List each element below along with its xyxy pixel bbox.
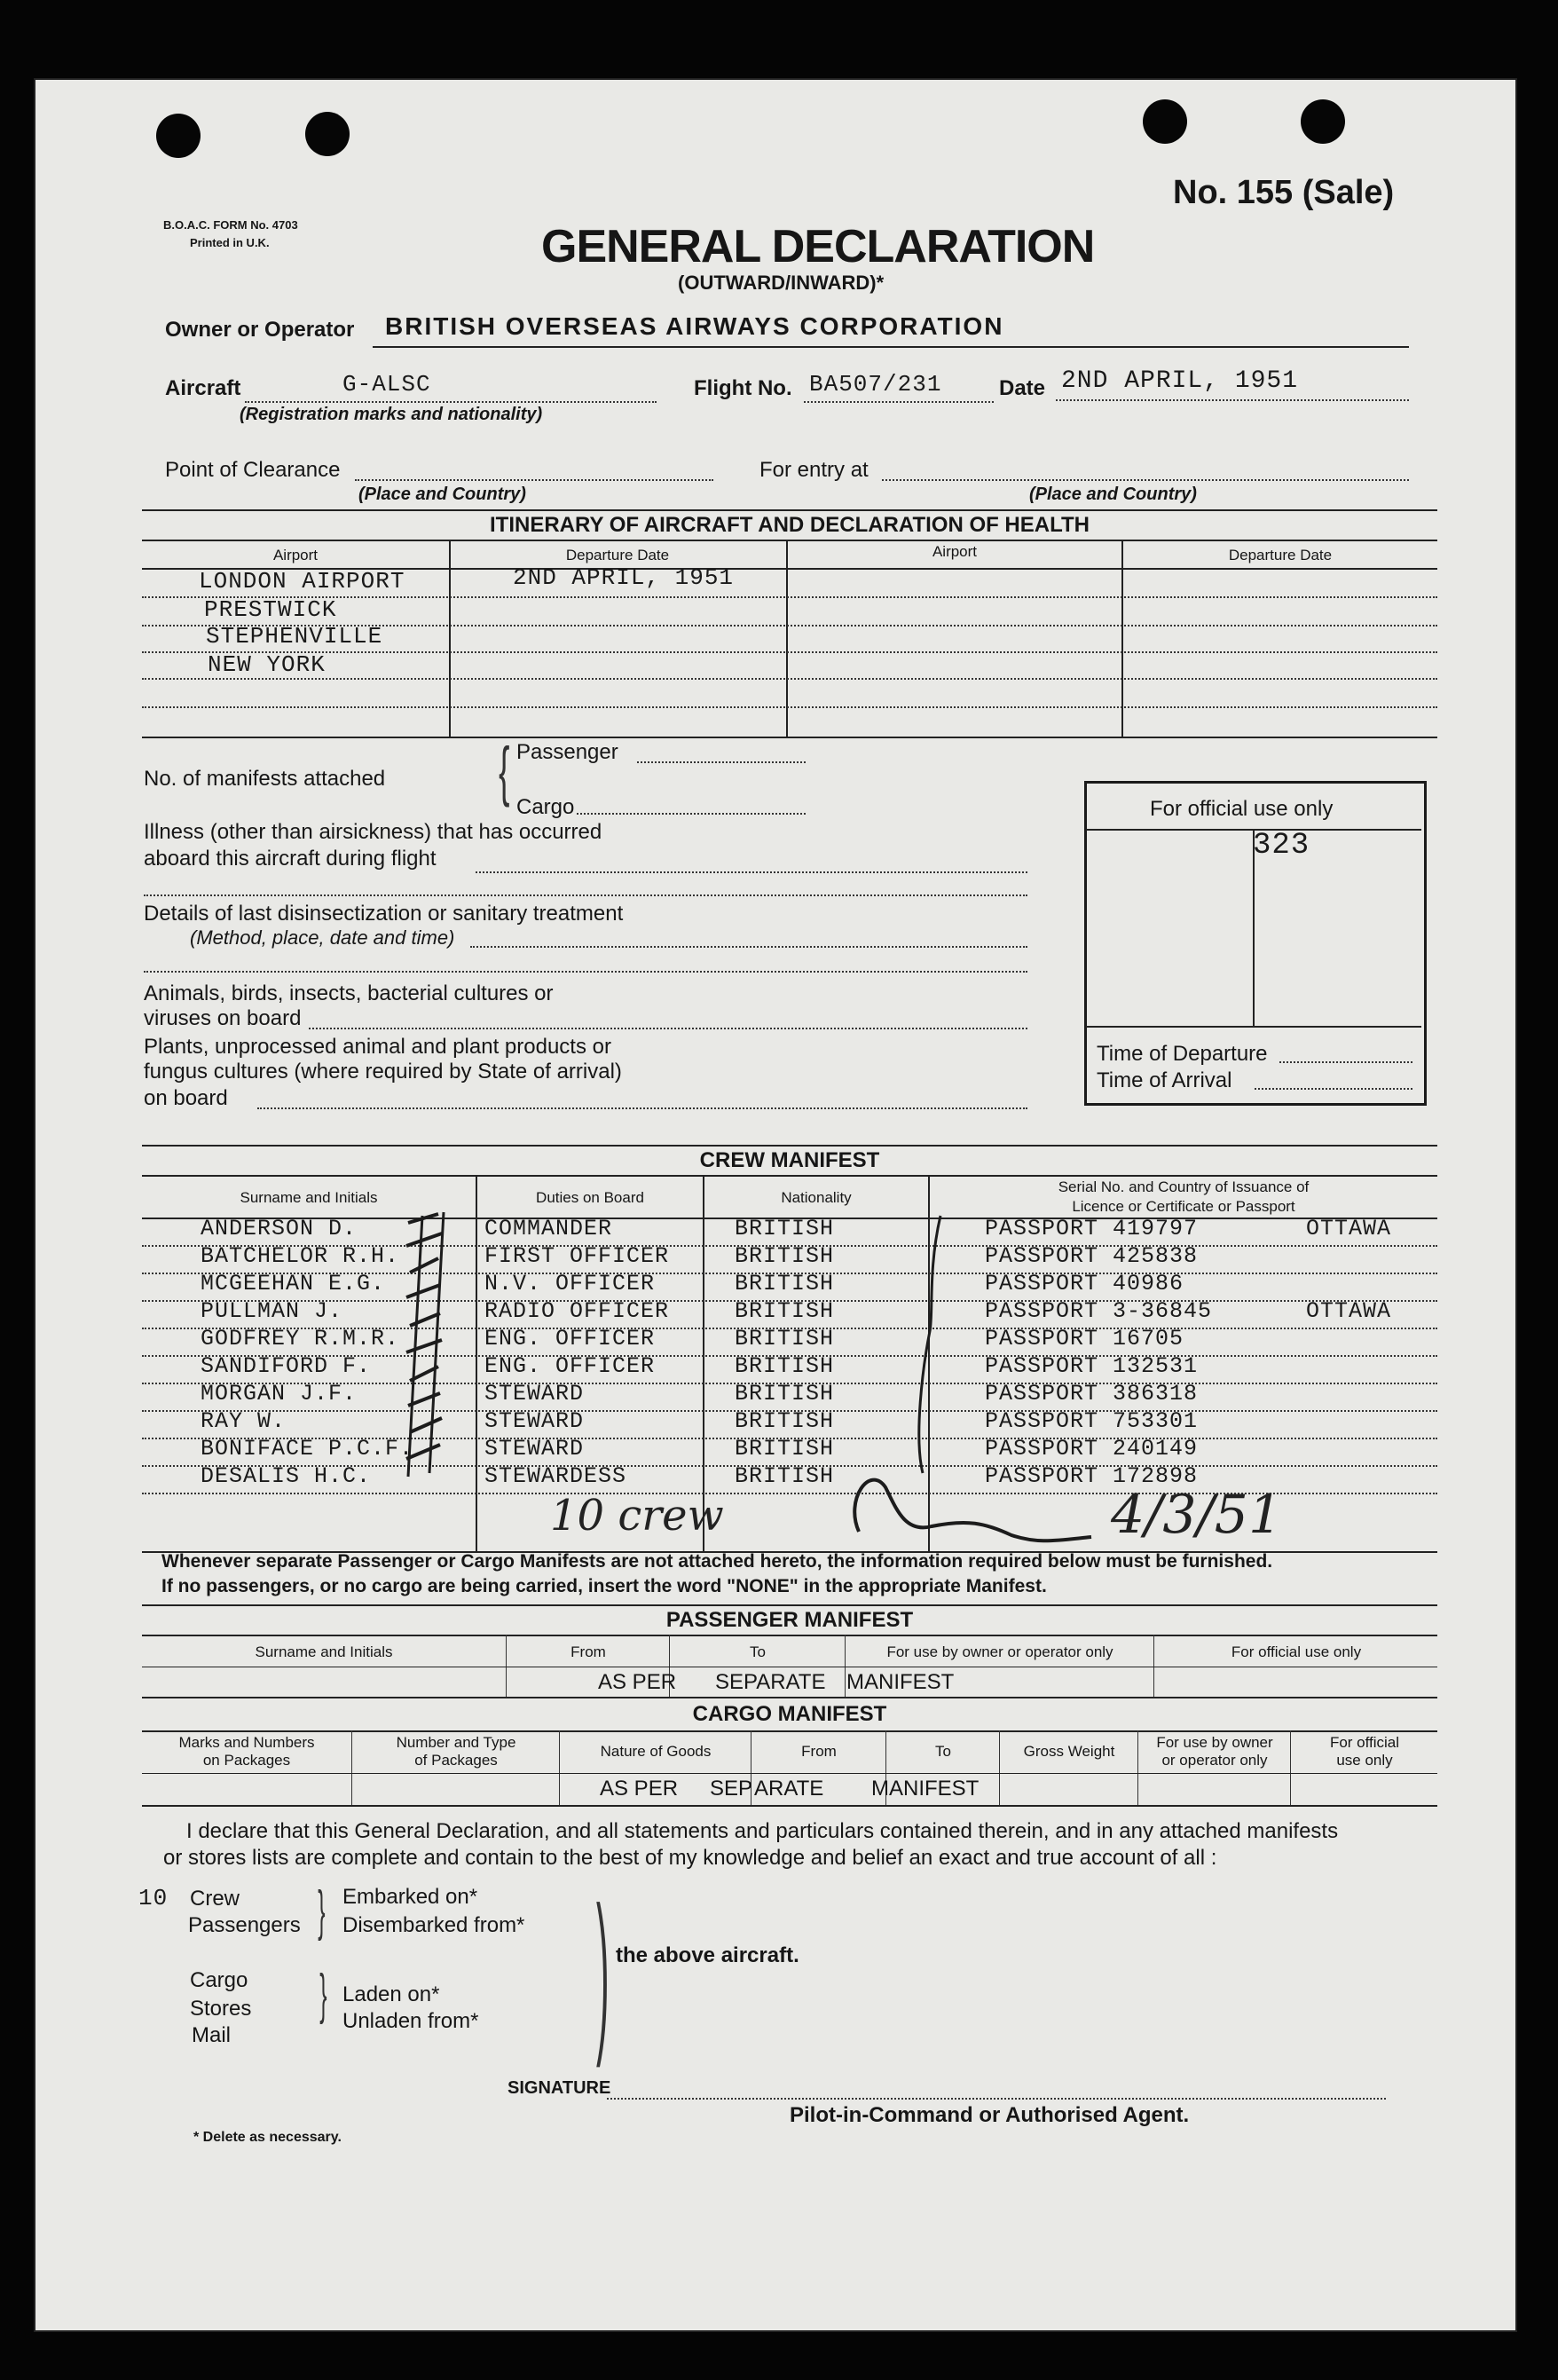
crew-col-serial-1: Serial No. and Country of Issuance of [1058, 1178, 1310, 1195]
crew-duty: STEWARDESS [484, 1463, 627, 1489]
itinerary-departure-date: 2ND APRIL, 1951 [513, 564, 735, 591]
itinerary-col-departure-2: Departure Date [1228, 547, 1333, 563]
crew-name: SANDIFORD F. [201, 1353, 372, 1379]
crew-serial: PASSPORT 240149 [985, 1436, 1199, 1462]
plants-label-2: fungus cultures (where required by State of arrival) [144, 1060, 622, 1084]
cm-entry-3: ARATE [754, 1777, 824, 1801]
form-code: B.O.A.C. FORM No. 4703 [163, 218, 298, 232]
cm-entry-4: M [871, 1777, 889, 1801]
cm-col-from: From [801, 1743, 837, 1760]
plants-label-1: Plants, unprocessed animal and plant products or [144, 1035, 611, 1059]
itinerary-airport: PRESTWICK [204, 596, 337, 623]
crew-duty: STEWARD [484, 1436, 585, 1462]
cm-col-number-2: of Packages [414, 1752, 498, 1769]
handwritten-crew-count: 10 crew [550, 1491, 724, 1541]
cm-col-to: To [935, 1743, 951, 1760]
crew-name: RAY W. [201, 1408, 287, 1434]
clearance-note: (Place and Country) [358, 485, 526, 504]
itinerary-col-departure-1: Departure Date [565, 547, 670, 563]
disinsect-label-2: (Method, place, date and time) [190, 926, 455, 949]
crew-col-nationality: Nationality [781, 1189, 852, 1206]
crew-nationality: BRITISH [735, 1298, 835, 1324]
crew-duty: FIRST OFFICER [484, 1243, 670, 1269]
crew-nationality: BRITISH [735, 1436, 835, 1462]
footnote: * Delete as necessary. [193, 2130, 342, 2145]
crew-serial: PASSPORT 16705 [985, 1326, 1184, 1352]
crew-serial: PASSPORT 753301 [985, 1408, 1199, 1434]
declaration-text-2: or stores lists are complete and contain to the best of my knowledge and belief an exact and true account of all : [163, 1846, 1217, 1870]
owner-value: BRITISH OVERSEAS AIRWAYS CORPORATION [385, 312, 1004, 340]
aircraft-label: Aircraft [165, 376, 241, 400]
flight-label: Flight No. [694, 376, 792, 400]
crew-serial: PASSPORT 386318 [985, 1381, 1199, 1407]
cm-col-owner-1: For use by owner [1156, 1734, 1273, 1751]
cm-entry-2: SEP [710, 1777, 753, 1801]
printed-in: Printed in U.K. [190, 236, 270, 249]
unladen-label: Unladen from* [342, 2009, 479, 2033]
laden-label: Laden on* [342, 1982, 440, 2006]
crew-duty: STEWARD [484, 1408, 585, 1434]
crew-serial: PASSPORT 425838 [985, 1243, 1199, 1269]
embarked-label: Embarked on* [342, 1885, 478, 1909]
cm-entry-5: ANIFEST [889, 1777, 980, 1801]
declaration-text-1: I declare that this General Declaration, and all statements and particulars contained therein, and in any attached manifests [186, 1819, 1339, 1843]
crew-duty: RADIO OFFICER [484, 1298, 670, 1324]
entry-label: For entry at [759, 458, 869, 482]
crew-duty: ENG. OFFICER [484, 1326, 656, 1352]
crew-name: ANDERSON D. [201, 1216, 358, 1241]
handwritten-date: 4/3/51 [1111, 1484, 1283, 1546]
crew-serial: PASSPORT 132531 [985, 1353, 1199, 1379]
crew-serial: PASSPORT 40986 [985, 1271, 1184, 1296]
itinerary-airport: NEW YORK [208, 651, 326, 678]
cm-col-official-1: For official [1329, 1734, 1400, 1751]
crew-note-2: If no passengers, or no cargo are being carried, insert the word "NONE" in the appropriate Manifest. [161, 1576, 1047, 1596]
manifests-label: No. of manifests attached [144, 767, 386, 791]
bracket-icon: ) [595, 1871, 610, 2069]
pm-col-name: Surname and Initials [255, 1643, 393, 1660]
crew-name: DESALIS H.C. [201, 1463, 372, 1489]
date-label: Date [999, 376, 1046, 400]
crew-name: MCGEEHAN E.G. [201, 1271, 386, 1296]
cm-col-owner-2: or operator only [1161, 1752, 1268, 1769]
crew-name: MORGAN J.F. [201, 1381, 358, 1407]
pm-entry-3: MANIFEST [846, 1670, 955, 1694]
crew-nationality: BRITISH [735, 1271, 835, 1296]
crew-name: GODFREY R.M.R. [201, 1326, 400, 1352]
entry-note: (Place and Country) [1029, 485, 1197, 504]
page-subtitle: (OUTWARD/INWARD)* [678, 272, 885, 294]
brace-icon: } [319, 1964, 327, 2025]
cargo-label: Cargo [516, 795, 575, 819]
cm-col-marks-2: on Packages [202, 1752, 291, 1769]
crew-duty: STEWARD [484, 1381, 585, 1407]
disinsect-label-1: Details of last disinsectization or sanitary treatment [144, 902, 624, 926]
cm-col-nature: Nature of Goods [600, 1743, 712, 1760]
cm-col-weight: Gross Weight [1023, 1743, 1115, 1760]
date-value: 2ND APRIL, 1951 [1061, 367, 1299, 395]
crew-nationality: BRITISH [735, 1216, 835, 1241]
passengers-label: Passengers [188, 1913, 301, 1937]
cm-entry-1: AS PER [600, 1777, 679, 1801]
stores-label: Stores [190, 1997, 252, 2021]
crew-title: CREW MANIFEST [699, 1148, 880, 1172]
cargo-manifest-title: CARGO MANIFEST [692, 1702, 887, 1726]
crew-name: BONIFACE P.C.F. [201, 1436, 414, 1462]
crew-col-serial-2: Licence or Certificate or Passport [1072, 1198, 1295, 1215]
crew-note-1: Whenever separate Passenger or Cargo Manifests are not attached hereto, the information required below must be furnished. [161, 1551, 1273, 1572]
pm-col-owner: For use by owner or operator only [886, 1643, 1113, 1660]
itinerary-airport: LONDON AIRPORT [199, 568, 405, 595]
crew-col-duties: Duties on Board [536, 1189, 644, 1206]
disembarked-label: Disembarked from* [342, 1913, 525, 1937]
cm-col-number-1: Number and Type [396, 1734, 516, 1751]
itinerary-airport: STEPHENVILLE [206, 623, 383, 650]
cm-col-marks-1: Marks and Numbers [178, 1734, 315, 1751]
aircraft-note: (Registration marks and nationality) [240, 405, 543, 424]
pilot-label: Pilot-in-Command or Authorised Agent. [790, 2103, 1190, 2127]
crew-nationality: BRITISH [735, 1353, 835, 1379]
flight-value: BA507/231 [809, 371, 942, 398]
crew-serial: PASSPORT 172898 [985, 1463, 1199, 1489]
form-number: No. 155 (Sale) [1173, 174, 1395, 211]
crew-serial: PASSPORT 3-36845 [985, 1298, 1213, 1324]
crew-col-name: Surname and Initials [240, 1189, 378, 1206]
itinerary-col-airport-2: Airport [932, 543, 978, 560]
punch-hole [305, 112, 350, 156]
animals-label-2: viruses on board [144, 1006, 302, 1030]
pm-col-official: For official use only [1231, 1643, 1362, 1660]
clearance-label: Point of Clearance [165, 458, 341, 482]
illness-label-1: Illness (other than airsickness) that has occurred [144, 820, 602, 844]
signature-label: SIGNATURE [508, 2078, 611, 2098]
passenger-manifest-title: PASSENGER MANIFEST [665, 1608, 914, 1632]
brace-icon: { [499, 734, 510, 808]
owner-label: Owner or Operator [165, 318, 355, 342]
crew-duty: N.V. OFFICER [484, 1271, 656, 1296]
crew-country: OTTAWA [1306, 1298, 1392, 1324]
crew-label: Crew [190, 1887, 240, 1911]
page-title: GENERAL DECLARATION [541, 221, 1095, 272]
pm-entry-2: SEPARATE [715, 1670, 826, 1694]
pm-entry-1: AS PER [598, 1670, 677, 1694]
aircraft-value: G-ALSC [342, 371, 431, 398]
punch-hole [1143, 99, 1187, 144]
crew-nationality: BRITISH [735, 1463, 835, 1489]
punch-hole [1301, 99, 1345, 144]
arrival-time-label: Time of Arrival [1097, 1068, 1232, 1092]
pm-col-from: From [570, 1643, 606, 1660]
cm-col-official-2: use only [1336, 1752, 1393, 1769]
animals-label-1: Animals, birds, insects, bacterial cultures or [144, 981, 554, 1005]
itinerary-col-airport-1: Airport [272, 547, 319, 563]
passenger-label: Passenger [516, 740, 618, 764]
crew-count-value: 10 [138, 1885, 169, 1911]
brace-icon: } [318, 1880, 326, 1942]
crew-duty: ENG. OFFICER [484, 1353, 656, 1379]
crew-name: BATCHELOR R.H. [201, 1243, 400, 1269]
official-title: For official use only [1150, 797, 1334, 821]
itinerary-title: ITINERARY OF AIRCRAFT AND DECLARATION OF HEALTH [490, 513, 1090, 537]
mail-label: Mail [192, 2023, 232, 2047]
crew-nationality: BRITISH [735, 1326, 835, 1352]
crew-nationality: BRITISH [735, 1408, 835, 1434]
departure-time-label: Time of Departure [1097, 1042, 1268, 1066]
above-aircraft-label: the above aircraft. [616, 1943, 799, 1967]
cargo-decl-label: Cargo [190, 1968, 248, 1992]
crew-serial: PASSPORT 419797 [985, 1216, 1199, 1241]
illness-label-2: aboard this aircraft during flight [144, 847, 437, 871]
official-number: 323 [1253, 829, 1310, 863]
crew-name: PULLMAN J. [201, 1298, 343, 1324]
crew-nationality: BRITISH [735, 1243, 835, 1269]
crew-duty: COMMANDER [484, 1216, 613, 1241]
pm-col-to: To [750, 1643, 766, 1660]
crew-nationality: BRITISH [735, 1381, 835, 1407]
crew-country: OTTAWA [1306, 1216, 1392, 1241]
punch-hole [156, 114, 201, 158]
plants-label-3: on board [144, 1086, 228, 1110]
